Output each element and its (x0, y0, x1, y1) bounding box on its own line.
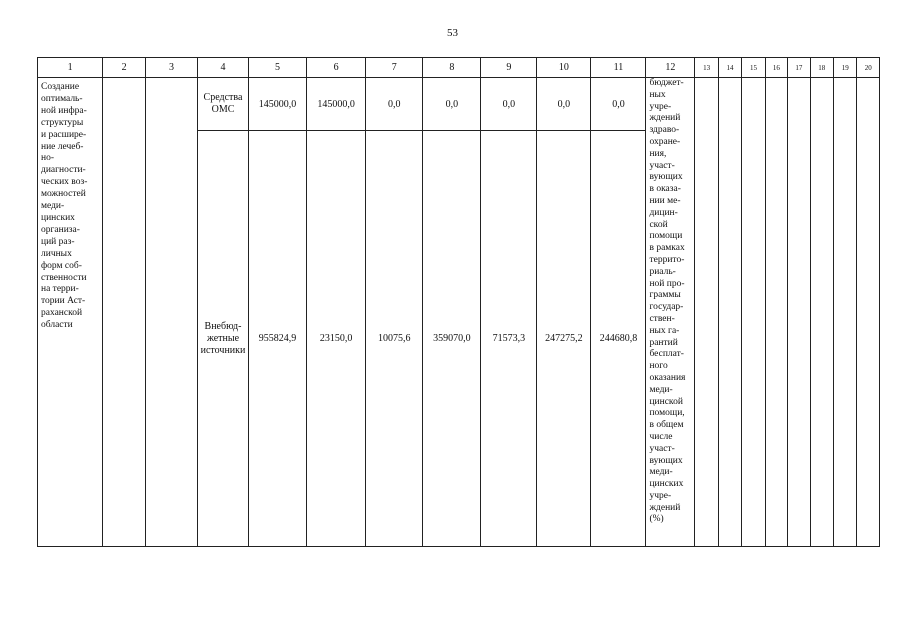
empty-cell (695, 78, 718, 547)
funding-source: Внебюд- жетные источники (198, 131, 249, 547)
header-cell: 6 (307, 58, 366, 78)
header-cell: 9 (481, 58, 537, 78)
value-cell: 10075,6 (366, 131, 423, 547)
header-cell: 4 (198, 58, 249, 78)
value-cell: 0,0 (423, 78, 481, 131)
empty-cell (718, 78, 741, 547)
value-cell: 955824,9 (248, 131, 306, 547)
header-cell: 2 (103, 58, 146, 78)
empty-cell (810, 78, 833, 547)
indicator-cell (646, 78, 695, 547)
header-cell: 15 (742, 58, 765, 78)
value-cell: 244680,8 (591, 131, 646, 547)
empty-cell (833, 78, 856, 547)
header-cell: 16 (765, 58, 787, 78)
page-number: 53 (447, 27, 458, 39)
value-cell: 145000,0 (307, 78, 366, 131)
program-table (37, 57, 880, 547)
header-cell: 13 (695, 58, 718, 78)
header-cell: 17 (788, 58, 810, 78)
value-cell: 0,0 (591, 78, 646, 131)
header-cell: 14 (718, 58, 741, 78)
value-cell: 247275,2 (537, 131, 591, 547)
header-cell: 8 (423, 58, 481, 78)
header-cell: 5 (248, 58, 306, 78)
value-cell: 0,0 (366, 78, 423, 131)
empty-cell (788, 78, 810, 547)
header-cell: 3 (146, 58, 198, 78)
measure-name: Создание оптималь- ной инфра- структуры и расшире- ние лечеб- но- диагности- ческих воз- можностей меди- цинских организа- ций раз- личных форм соб- ственности на терри- тории Аст- раханской области (41, 82, 88, 331)
value-cell: 0,0 (481, 78, 537, 131)
value-cell: 0,0 (537, 78, 591, 131)
header-cell: 12 (646, 58, 695, 78)
header-cell: 1 (38, 58, 103, 78)
header-cell: 19 (833, 58, 856, 78)
empty-cell (103, 78, 146, 547)
funding-source: Средства ОМС (198, 78, 249, 131)
header-cell: 11 (591, 58, 646, 78)
measure-name-cell (38, 78, 103, 547)
header-cell: 20 (857, 58, 880, 78)
empty-cell (765, 78, 787, 547)
empty-cell (146, 78, 198, 547)
value-cell: 359070,0 (423, 131, 481, 547)
table-row (38, 78, 880, 131)
empty-cell (742, 78, 765, 547)
value-cell: 71573,3 (481, 131, 537, 547)
header-cell: 10 (537, 58, 591, 78)
empty-cell (857, 78, 880, 547)
header-cell: 18 (810, 58, 833, 78)
value-cell: 23150,0 (307, 131, 366, 547)
value-cell: 145000,0 (248, 78, 306, 131)
header-row (38, 58, 880, 78)
indicator-text: бюджет- ных учре- ждений здраво- охране- ния, участ- вующих в оказа- нии ме- дицин- ской помощи в рамках террито- риаль- ной про- граммы государ- ствен- ных га- рантий бесплат- ного оказания меди- цинской помощи, в общем числе участ- вующих меди- цинских учре- ждений (%) (649, 78, 686, 525)
header-cell: 7 (366, 58, 423, 78)
